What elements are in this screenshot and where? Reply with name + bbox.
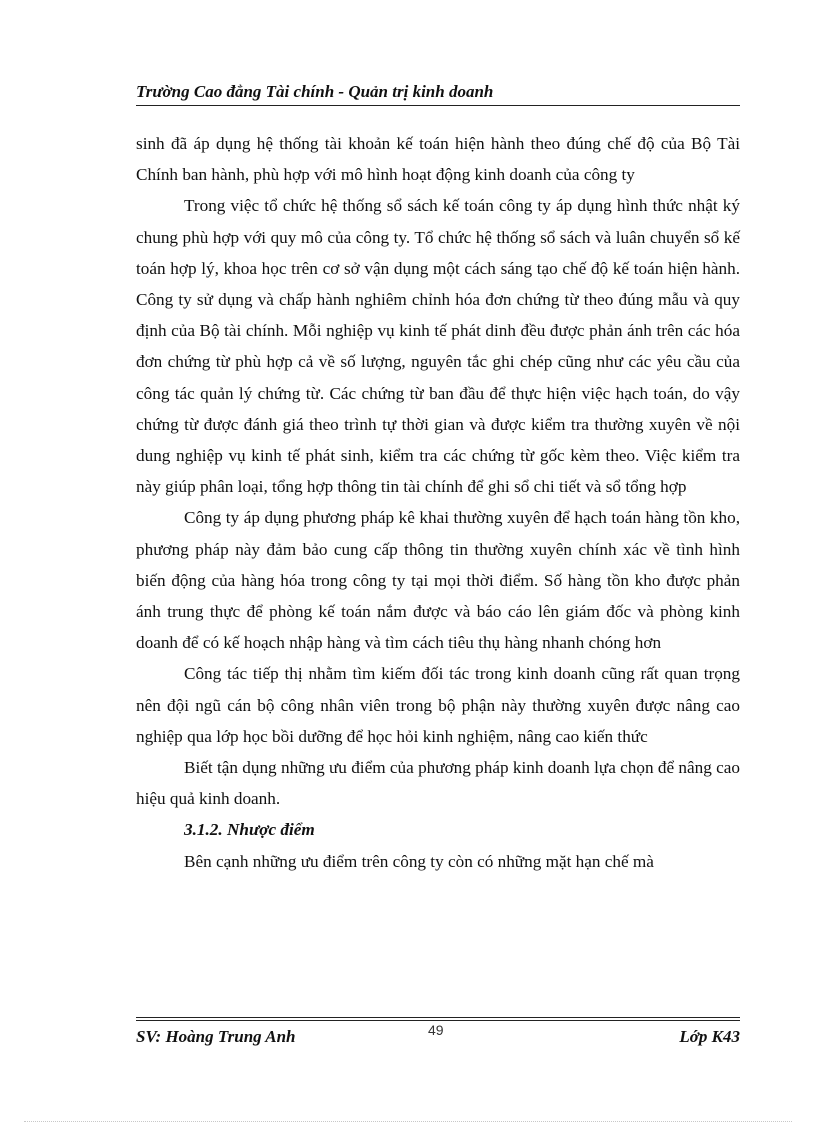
footer-class: Lớp K43 (679, 1027, 740, 1046)
header-divider (136, 105, 740, 106)
footer-student-name: SV: Hoàng Trung Anh (136, 1027, 296, 1046)
paragraph-1: sinh đã áp dụng hệ thống tài khoản kế toán hiện hành theo đúng chế độ của Bộ Tài Chính ban hành, phù hợp với mô hình hoạt động kinh doanh của công ty (136, 134, 740, 185)
document-body (136, 128, 740, 877)
paragraph-6: Bên cạnh những ưu điểm trên công ty còn có những mặt hạn chế mà (184, 851, 654, 871)
paragraph-5: Biết tận dụng những ưu điểm của phương pháp kinh doanh lựa chọn để nâng cao hiệu quả kinh doanh. (136, 758, 740, 809)
paragraph-2: Trong việc tổ chức hệ thống sổ sách kế toán công ty áp dụng hình thức nhật ký chung phù hợp với quy mô của công ty. Tổ chức hệ thống sổ sách và luân chuyển sổ kế toán hợp lý, khoa học trên cơ sở vận dụng một cách sáng tạo chế độ kế toán hiện hành. Công ty sử dụng và chấp hành nghiêm chỉnh hóa đơn chứng từ theo đúng mẫu và quy định của Bộ tài chính. Mỗi nghiệp vụ kinh tế phát dinh đều được phản ánh trên các hóa đơn chứng từ phù hợp cả về số lượng, nguyên tắc ghi chép cũng như các yêu cầu của công tác quản lý chứng từ. Các chứng từ ban đầu để thực hiện việc hạch toán, do vậy chứng từ được đánh giá theo trình tự thời gian và được kiểm tra thường xuyên về nội dung nghiệp vụ kinh tế phát sinh, kiểm tra các chứng từ gốc kèm theo. Việc kiểm tra này giúp phân loại, tổng hợp thông tin tài chính để ghi sổ chi tiết và sổ tổng hợp (136, 196, 740, 497)
section-heading: 3.1.2. Nhược điểm (184, 820, 315, 840)
footer-divider-top (136, 1017, 740, 1018)
footer-divider-bottom (136, 1020, 740, 1021)
paragraph-4: Công tác tiếp thị nhằm tìm kiếm đối tác trong kinh doanh cũng rất quan trọng nên đội ngũ cán bộ công nhân viên trong bộ phận này thường xuyên được nâng cao nghiệp qua lớp học bồi dưỡng để học hỏi kinh nghiệm, nâng cao kiến thức (136, 664, 740, 746)
paragraph-3: Công ty áp dụng phương pháp kê khai thường xuyên để hạch toán hàng tồn kho, phương pháp này đảm bảo cung cấp thông tin thường xuyên chính xác về tình hình biến động của hàng hóa trong công ty tại mọi thời điểm. Số hàng tồn kho được phản ánh trung thực để phòng kế toán nắm được và báo cáo lên giám đốc và phòng kinh doanh để có kế hoạch nhập hàng và tìm cách tiêu thụ hàng nhanh chóng hơn (136, 508, 740, 653)
page-number: 49 (428, 1022, 444, 1038)
page-edge-line (24, 1121, 792, 1122)
page-header-title: Trường Cao đẳng Tài chính - Quản trị kinh doanh (136, 82, 494, 101)
